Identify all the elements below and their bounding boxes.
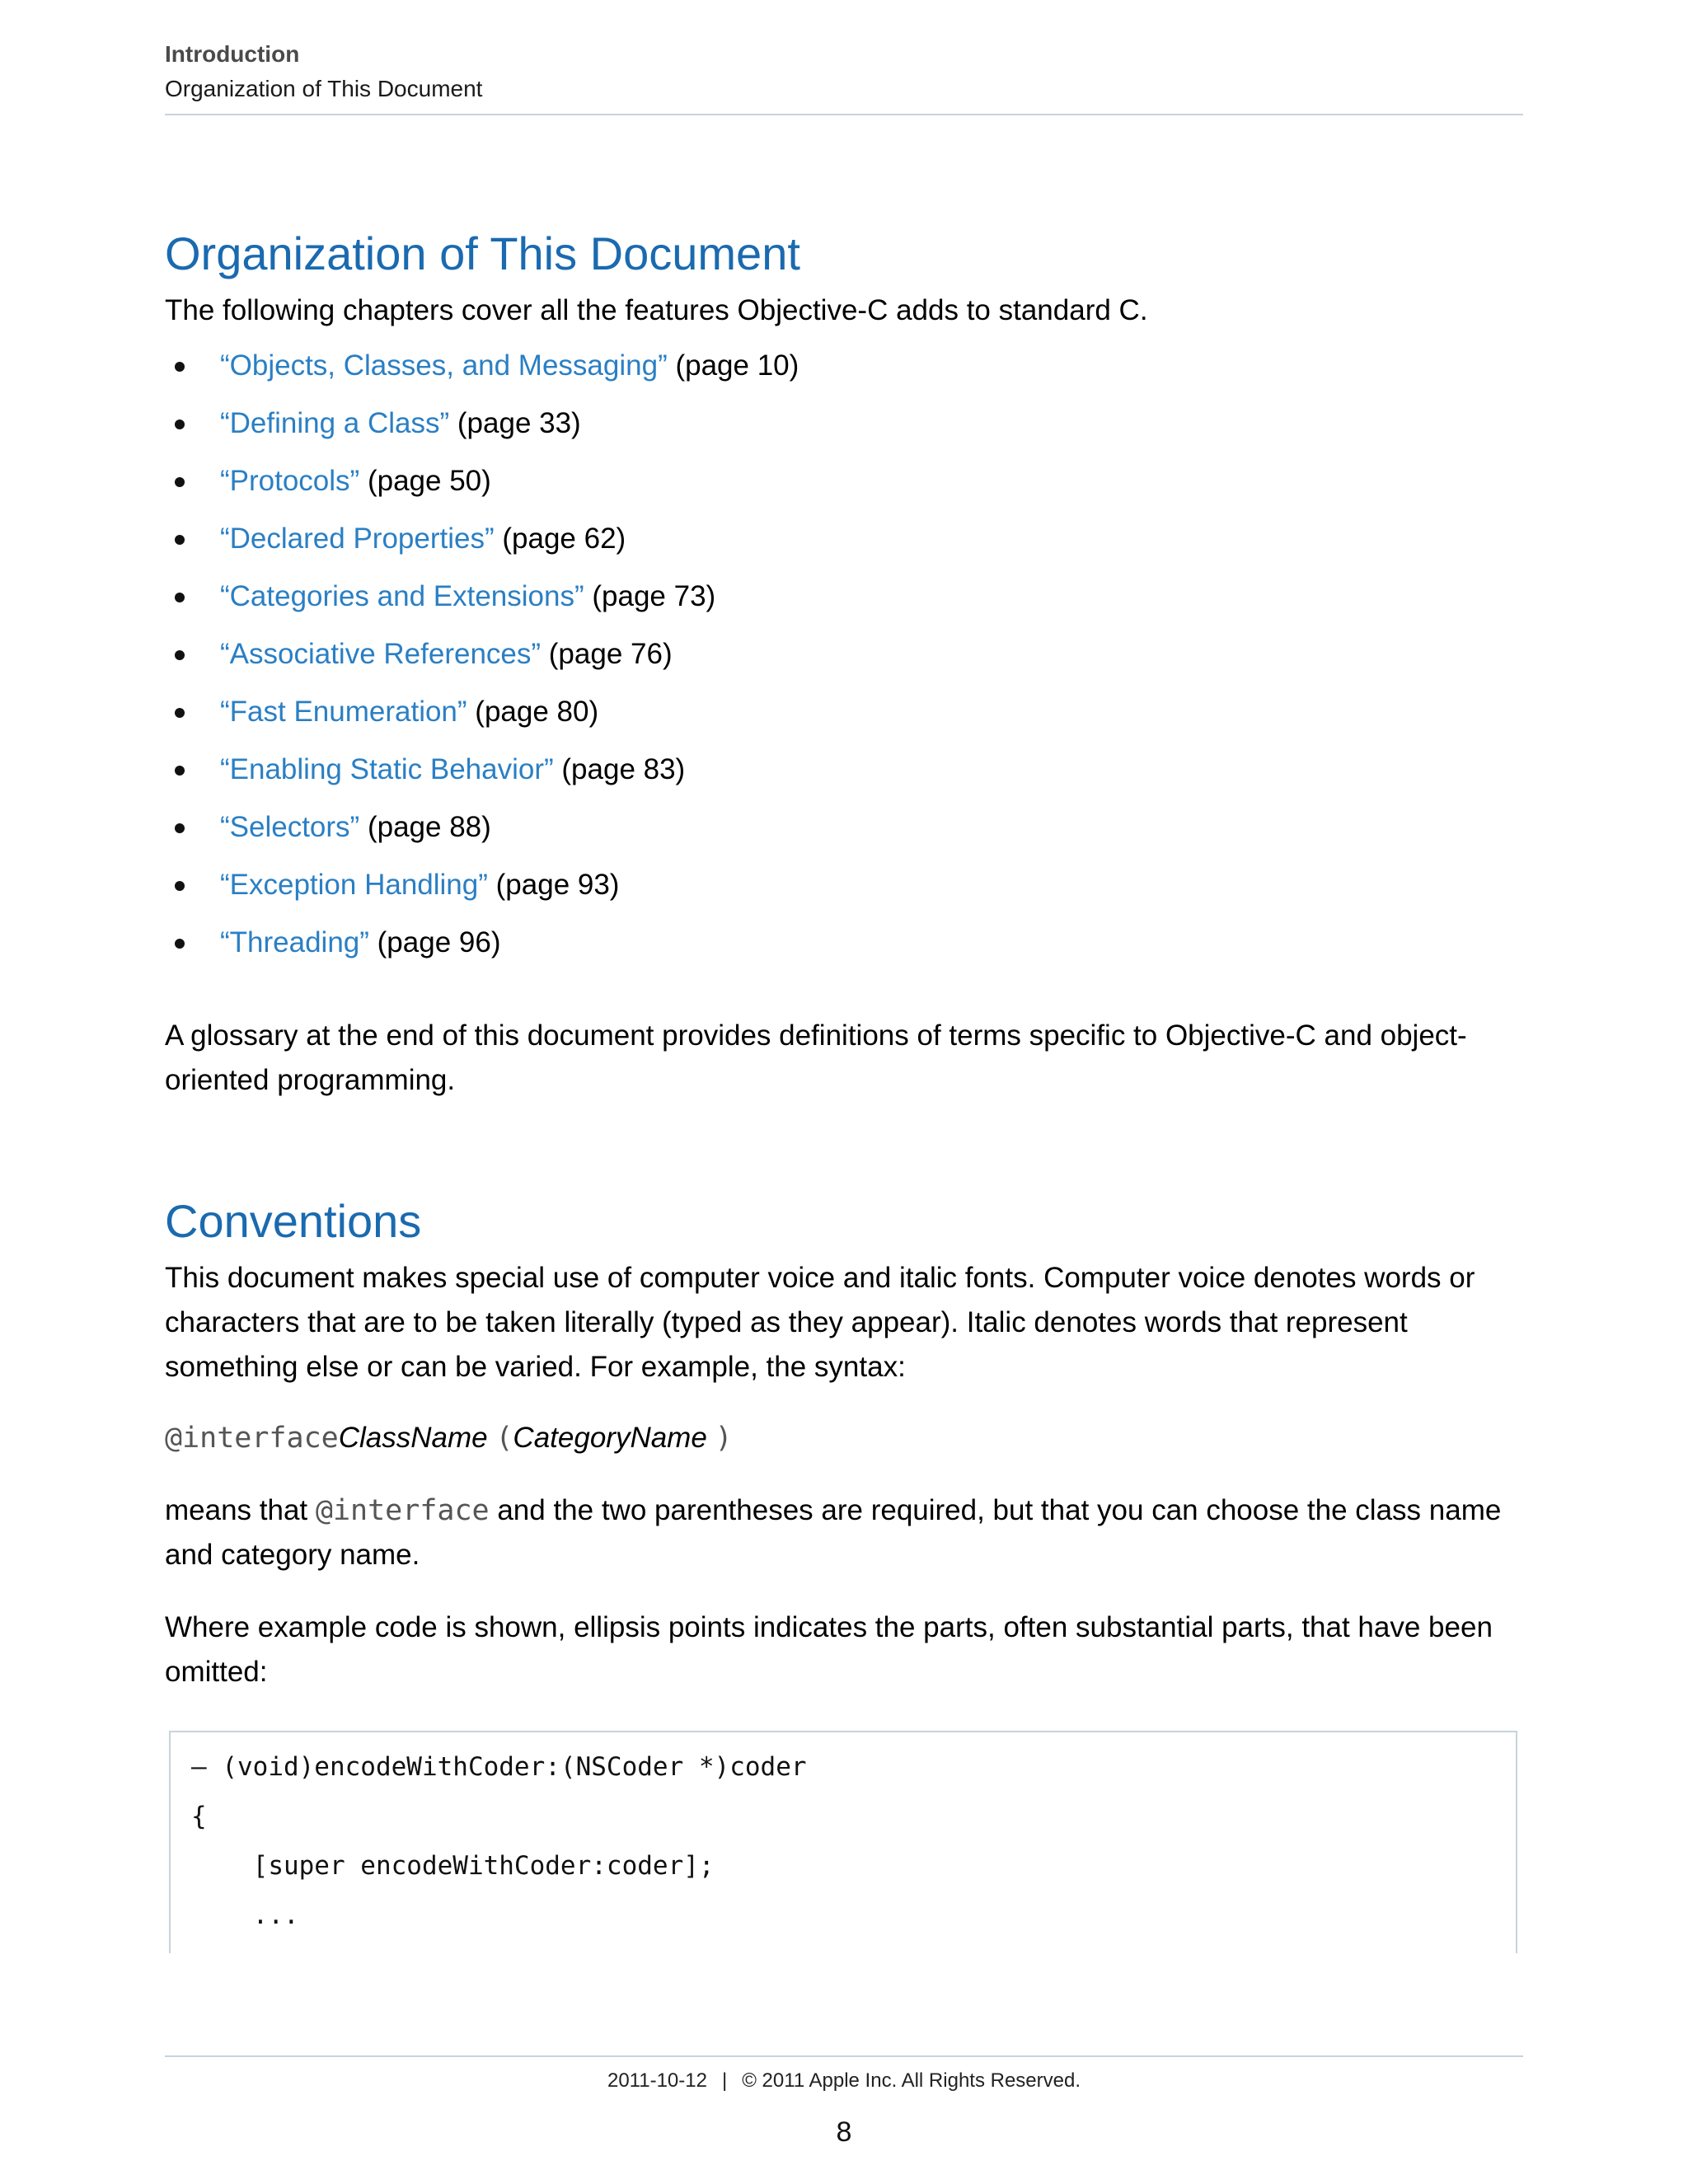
bullet-icon (175, 477, 185, 487)
chapter-list-item (165, 923, 1523, 981)
glossary-paragraph: A glossary at the end of this document provides definitions of terms specific to Objective-C and object-oriented programming. (165, 1019, 1467, 1096)
syntax-open-paren: ( (495, 1422, 513, 1455)
chapter-list-item (165, 750, 1523, 808)
chapter-link[interactable]: “Protocols” (220, 465, 360, 497)
chapter-list-item (165, 865, 1523, 923)
chapter-link[interactable]: “Associative References” (220, 638, 542, 670)
chapter-page-ref: (page 50) (367, 465, 491, 497)
chapter-link[interactable]: “Threading” (220, 926, 369, 958)
header-section: Organization of This Document (165, 76, 483, 101)
chapter-page-ref: (page 83) (561, 753, 686, 785)
chapter-link[interactable]: “Objects, Classes, and Messaging” (220, 349, 668, 382)
requirement-paragraph (165, 1488, 1523, 1577)
chapter-link[interactable]: “Fast Enumeration” (220, 696, 467, 728)
chapter-list-item (165, 519, 1523, 577)
chapter-list-item (165, 635, 1523, 692)
chapter-page-ref: (page 62) (502, 523, 626, 555)
bullet-icon (175, 823, 185, 833)
chapter-list-item (165, 577, 1523, 635)
code-line: – (void)encodeWithCoder:(NSCoder *)coder (191, 1752, 807, 1782)
bullet-icon (175, 939, 185, 949)
code-listing (169, 1731, 1517, 1953)
chapter-list (165, 346, 1523, 981)
footer-copyright: © 2011 Apple Inc. All Rights Reserved. (742, 2069, 1081, 2092)
chapter-list-item (165, 692, 1523, 750)
chapter-page-ref: (page 96) (377, 926, 501, 958)
chapter-list-item (165, 808, 1523, 865)
ellipsis-paragraph: Where example code is shown, ellipsis points indicates the parts, often substantial parts, that have been omitted: (165, 1611, 1493, 1688)
footer-separator: | (721, 2069, 728, 2092)
running-header (165, 38, 1523, 105)
bullet-icon (175, 650, 185, 660)
chapter-link[interactable]: “Selectors” (220, 811, 360, 843)
chapter-page-ref: (page 93) (495, 869, 620, 901)
bullet-icon (175, 535, 185, 545)
code-line: { (191, 1802, 207, 1831)
syntax-close-paren: ) (715, 1422, 733, 1455)
chapter-page-ref: (page 33) (457, 407, 581, 439)
chapter-list-item (165, 404, 1523, 462)
chapter-page-ref: (page 73) (592, 580, 716, 612)
chapter-link[interactable]: “Declared Properties” (220, 523, 495, 555)
chapter-page-ref: (page 80) (475, 696, 599, 728)
organization-heading: Organization of This Document (165, 227, 800, 279)
bullet-icon (175, 881, 185, 891)
chapter-list-item (165, 462, 1523, 519)
page-number: 8 (836, 2116, 852, 2148)
chapter-page-ref: (page 10) (675, 349, 799, 382)
conventions-heading: Conventions (165, 1195, 422, 1247)
requirement-text-after: and the two parentheses are required, but that you can choose the class name and category name. (165, 1494, 1502, 1571)
footer-date: 2011-10-12 (607, 2069, 707, 2092)
chapter-link[interactable]: “Defining a Class” (220, 407, 450, 439)
code-line: ... (191, 1900, 299, 1930)
chapter-link[interactable]: “Enabling Static Behavior” (220, 753, 554, 785)
chapter-link[interactable]: “Exception Handling” (220, 869, 488, 901)
bullet-icon (175, 419, 185, 429)
footer (0, 2067, 1688, 2095)
syntax-keyword: @interface (165, 1422, 339, 1455)
syntax-example (165, 1416, 1523, 1460)
conventions-paragraph: This document makes special use of computer voice and italic fonts. Computer voice denotes words or characters that are to be taken literally (typed as they appear). Italic denotes words that represent something else or can be varied. For example, the syntax: (165, 1262, 1475, 1383)
syntax-class-name: ClassName (338, 1422, 488, 1454)
bullet-icon (175, 766, 185, 776)
syntax-category-name: CategoryName (513, 1422, 707, 1454)
requirement-text-before: means that (165, 1494, 316, 1526)
chapter-page-ref: (page 76) (548, 638, 673, 670)
code-line: [super encodeWithCoder:coder]; (191, 1851, 715, 1881)
chapter-list-item (165, 346, 1523, 404)
header-chapter: Introduction (165, 41, 300, 67)
footer-rule (165, 2055, 1523, 2057)
bullet-icon (175, 708, 185, 718)
chapter-link[interactable]: “Categories and Extensions” (220, 580, 584, 612)
bullet-icon (175, 593, 185, 602)
bullet-icon (175, 362, 185, 372)
chapter-page-ref: (page 88) (367, 811, 491, 843)
header-rule (165, 114, 1523, 115)
main-content (165, 224, 1523, 1694)
requirement-code: @interface (315, 1494, 490, 1527)
organization-intro: The following chapters cover all the features Objective-C adds to standard C. (165, 294, 1148, 326)
